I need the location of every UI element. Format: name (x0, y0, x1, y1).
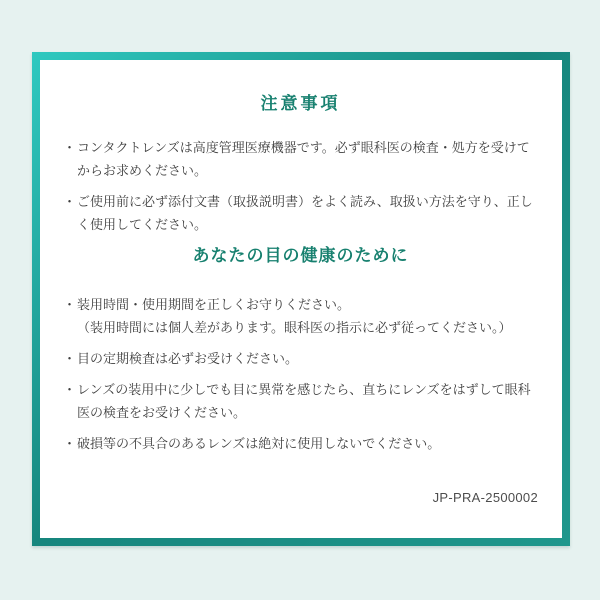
list-item (63, 190, 538, 236)
section-title-eye-health: あなたの目の健康のために (192, 246, 409, 265)
bullet-marker: ・ (63, 436, 77, 451)
list-item-text (77, 293, 538, 339)
bullet-marker: ・ (63, 194, 77, 209)
list-item (63, 347, 538, 370)
notice-card (40, 60, 562, 538)
bullet-marker: ・ (63, 140, 77, 155)
card-frame (32, 52, 570, 546)
list-item-text: コンタクトレンズは高度管理医療機器です。必ず眼科医の検査・処方を受けてからお求めください。 (77, 140, 530, 178)
list-item-note: （装用時間には個人差があります。眼科医の指示に必ず従ってください。） (77, 320, 512, 335)
eye-health-list (63, 293, 538, 455)
list-item-text: 破損等の不具合のあるレンズは絶対に使用しないでください。 (77, 436, 441, 451)
list-item-text: ご使用前に必ず添付文書（取扱説明書）をよく読み、取扱い方法を守り、正しく使用してください。 (77, 194, 533, 232)
bullet-marker: ・ (63, 351, 77, 366)
bullet-marker: ・ (63, 382, 77, 397)
list-item (63, 293, 538, 339)
list-item-text: 目の定期検査は必ずお受けください。 (77, 351, 299, 366)
list-item (63, 432, 538, 455)
list-item-main-text: 装用時間・使用期間を正しくお守りください。 (77, 297, 351, 312)
list-item (63, 136, 538, 182)
precautions-list (63, 136, 538, 236)
page-title: 注意事項 (260, 94, 341, 113)
list-item (63, 378, 538, 424)
list-item-text: レンズの装用中に少しでも目に異常を感じたら、直ちにレンズをはずして眼科医の検査をお受けください。 (77, 382, 531, 420)
bullet-marker: ・ (63, 297, 77, 312)
document-code: JP-PRA-2500002 (432, 490, 538, 505)
